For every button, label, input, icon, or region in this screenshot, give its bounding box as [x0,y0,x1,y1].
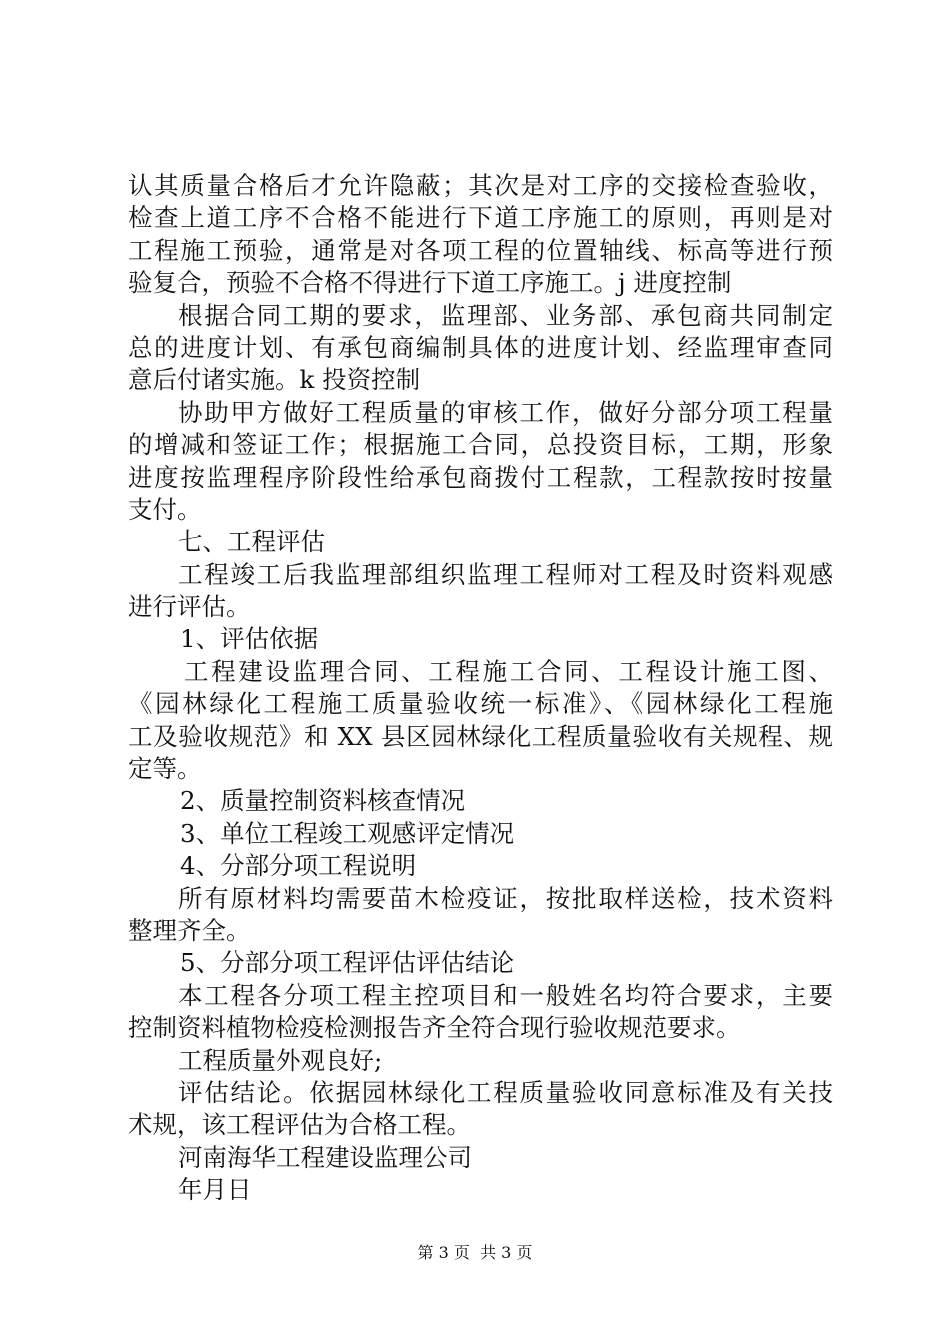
text-line: 控制资料植物检疫检测报告齐全符合现行验收规范要求。 [128,1013,741,1043]
text-line: 验复合，预验不合格不得进行下道工序施工。j 进度控制 [128,268,732,298]
page-number: 第 3 页 共 3 页 [417,1243,533,1262]
text-line: 《园林绿化工程施工质量验收统一标准》、《园林绿化工程施 [128,689,833,719]
text-line: 根据合同工期的要求，监理部、业务部、承包商共同制定 [178,300,833,330]
page-footer [0,1243,950,1263]
signature-company: 河南海华工程建设监理公司 [178,1142,472,1172]
section-heading: 七、工程评估 [178,527,325,557]
text-line: 评估结论。依据园林绿化工程质量验收同意标准及有关技 [178,1077,833,1107]
text-line: 协助甲方做好工程质量的审核工作，做好分部分项工程量 [178,397,833,427]
text-line: 工程竣工后我监理部组织监理工程师对工程及时资料观感 [178,559,833,589]
text-line: 术规，该工程评估为合格工程。 [128,1110,471,1140]
subsection-heading: 2、质量控制资料核查情况 [180,786,466,816]
text-line: 工及验收规范》和 XX 县区园林绿化工程质量验收有关规程、规 [128,721,833,751]
text-line: 检查上道工序不合格不能进行下道工序施工的原则，再则是对 [128,203,833,233]
subsection-heading: 3、单位工程竣工观感评定情况 [180,818,515,848]
text-line: 支付。 [128,494,202,524]
text-line: 定等。 [128,754,202,784]
text-line: 进行评估。 [128,592,251,622]
text-line: 整理齐全。 [128,915,251,945]
text-line: 工程建设监理合同、工程施工合同、工程设计施工图、 [184,656,833,686]
subsection-heading: 5、分部分项工程评估评估结论 [180,948,515,978]
text-line: 的增减和签证工作；根据施工合同，总投资目标，工期，形象 [128,430,833,460]
signature-date: 年月日 [178,1175,252,1205]
subsection-heading: 1、评估依据 [180,624,319,654]
text-line: 本工程各分项工程主控项目和一般姓名均符合要求，主要 [178,980,833,1010]
document-body [128,170,833,1207]
text-line: 总的进度计划、有承包商编制具体的进度计划、经监理审查同 [128,332,833,362]
text-line: 意后付诸实施。k 投资控制 [128,365,421,395]
text-line: 认其质量合格后才允许隐蔽；其次是对工序的交接检查验收， [128,171,833,200]
subsection-heading: 4、分部分项工程说明 [180,851,417,881]
text-line: 所有原材料均需要苗木检疫证，按批取样送检，技术资料 [178,883,833,913]
text-line: 工程质量外观良好; [178,1045,383,1075]
text-line: 进度按监理程序阶段性给承包商拨付工程款，工程款按时按量 [128,462,833,492]
text-line: 工程施工预验，通常是对各项工程的位置轴线、标高等进行预 [128,235,833,265]
